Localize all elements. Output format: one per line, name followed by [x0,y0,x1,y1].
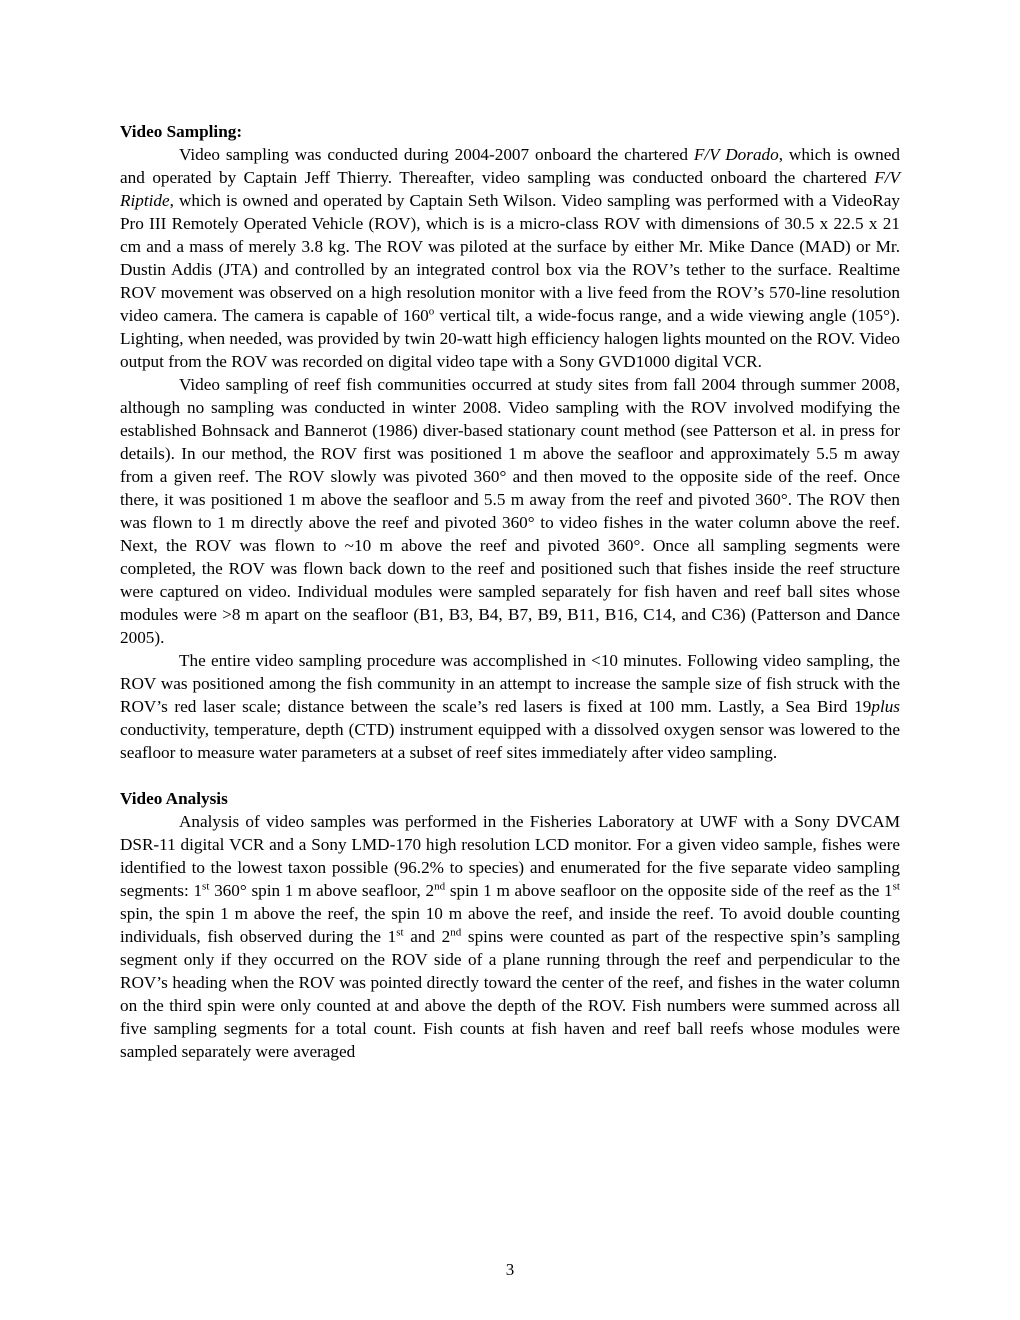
vessel-name: F/V Riptide [120,168,900,210]
superscript: o [428,305,435,318]
paragraph [120,649,900,764]
text-run: vertical tilt, a wide-focus range, and a wide viewing angle (105°). Lighting, when needed, was provided by twin 20-watt high efficiency halogen lights mounted on the ROV. Video output from the ROV was recorded on digital video tape with a Sony GVD1000 digital VCR. [120,306,900,371]
paragraph: Video sampling of reef fish communities occurred at study sites from fall 2004 through summer 2008, although no sampling was conducted in winter 2008. Video sampling with the ROV involved modifying the established Bohnsack and Bannerot (1986) diver-based stationary count method (see Patterson et al. in press for details). In our method, the ROV first was positioned 1 m above the seafloor and approximately 5.5 m away from a given reef. The ROV slowly was pivoted 360° and then moved to the opposite side of the reef. Once there, it was positioned 1 m above the seafloor and 5.5 m away from the reef and pivoted 360°. The ROV then was flown to 1 m directly above the reef and pivoted 360° to video fishes in the water column above the reef. Next, the ROV was flown to ~10 m above the reef and pivoted 360°. Once all sampling segments were completed, the ROV was flown back down to the reef and positioned such that fishes inside the reef structure were captured on video. Individual modules were sampled separately for fish haven and reef ball sites whose modules were >8 m apart on the seafloor (B1, B3, B4, B7, B9, B11, B16, C14, and C36) (Patterson and Dance 2005). [120,375,900,647]
text-run: spin 1 m above seafloor on the opposite side of the reef as the 1 [445,881,893,900]
section-spacer [120,764,900,787]
section-heading-video-sampling: Video Sampling: [120,122,243,141]
superscript: st [202,880,210,893]
italic-text: plus [871,697,900,716]
paragraph [120,810,900,1063]
text-run: and 2 [403,927,451,946]
text-run: Video sampling was conducted during 2004-2007 onboard the chartered [179,145,694,164]
superscript: nd [450,926,462,939]
page-number: 3 [505,1260,515,1279]
superscript: st [396,926,404,939]
text-run: spin, the spin 1 m above the reef, the spin 10 m above the reef, and inside the reef. To avoid double counting individuals, fish observed during the 1 [120,904,900,946]
superscript: nd [434,880,446,893]
text-run: spins were counted as part of the respective spin’s sampling segment only if they occurred on the ROV side of a plane running through the reef and perpendicular to the ROV’s heading when the ROV was pointed directly toward the center of the reef, and fishes in the water column on the third spin were only counted at and above the depth of the ROV. Fish numbers were summed across all five sampling segments for a total count. Fish counts at fish haven and reef ball reefs whose modules were sampled separately were averaged [120,927,900,1061]
superscript: st [892,880,900,893]
text-run: , which is owned and operated by Captain Jeff Thierry. Thereafter, video sampling was conducted onboard the chartered [120,145,900,187]
paragraph [120,143,900,373]
text-run: conductivity, temperature, depth (CTD) instrument equipped with a dissolved oxygen sensor was lowered to the seafloor to measure water parameters at a subset of reef sites immediately after video sampling. [120,720,900,762]
document-page [120,120,900,1063]
text-run: Analysis of video samples was performed in the Fisheries Laboratory at UWF with a Sony DVCAM DSR-11 digital VCR and a Sony LMD-170 high resolution LCD monitor. For a given video sample, fishes were identified to the lowest taxon possible (96.2% to species) and enumerated for the five separate video sampling segments: 1 [120,812,900,900]
vessel-name: F/V Dorado [693,145,779,164]
section-heading-video-analysis: Video Analysis [120,789,228,808]
text-run: The entire video sampling procedure was accomplished in <10 minutes. Following video sampling, the ROV was positioned among the fish community in an attempt to increase the sample size of fish struck with the ROV’s red laser scale; distance between the scale’s red lasers is fixed at 100 mm. Lastly, a Sea Bird 19 [120,651,900,716]
text-run: , which is owned and operated by Captain Seth Wilson. Video sampling was performed with a VideoRay Pro III Remotely Operated Vehicle (ROV), which is is a micro-class ROV with dimensions of 30.5 x 22.5 x 21 cm and a mass of merely 3.8 kg. The ROV was piloted at the surface by either Mr. Mike Dance (MAD) or Mr. Dustin Addis (JTA) and controlled by an integrated control box via the ROV’s tether to the surface. Realtime ROV movement was observed on a high resolution monitor with a live feed from the ROV’s 570-line resolution video camera. The camera is capable of 160 [120,191,900,325]
text-run: 360° spin 1 m above seafloor, 2 [209,881,435,900]
